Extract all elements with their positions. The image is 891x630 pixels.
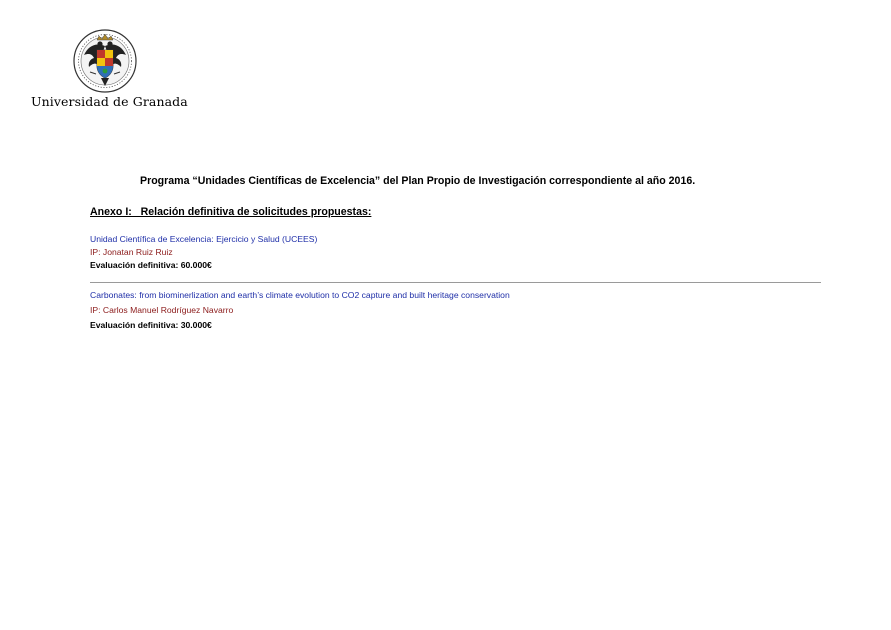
- principal-investigator: IP: Carlos Manuel Rodríguez Navarro: [90, 305, 234, 315]
- programa-title: Programa “Unidades Científicas de Excelencia” del Plan Propio de Investigación correspondiente al año 2016.: [140, 175, 696, 187]
- final-evaluation: Evaluación definitiva: 60.000€: [90, 260, 212, 270]
- annex-heading: Anexo I: Relación definitiva de solicitudes propuestas:: [90, 206, 372, 218]
- entry-divider: [90, 282, 821, 283]
- principal-investigator: IP: Jonatan Ruiz Ruiz: [90, 247, 173, 257]
- final-evaluation: Evaluación definitiva: 30.000€: [90, 320, 212, 330]
- proposal-title: Carbonates: from biominerlization and earth’s climate evolution to CO2 capture and built heritage conservation: [90, 290, 510, 300]
- proposal-entry: [90, 289, 510, 332]
- university-seal-logo: [72, 28, 138, 94]
- proposal-title: Unidad Científica de Excelencia: Ejercicio y Salud (UCEES): [90, 234, 318, 244]
- coat-of-arms-icon: [72, 28, 138, 94]
- university-name: Universidad de Granada: [31, 94, 188, 109]
- proposal-entry: [90, 233, 317, 272]
